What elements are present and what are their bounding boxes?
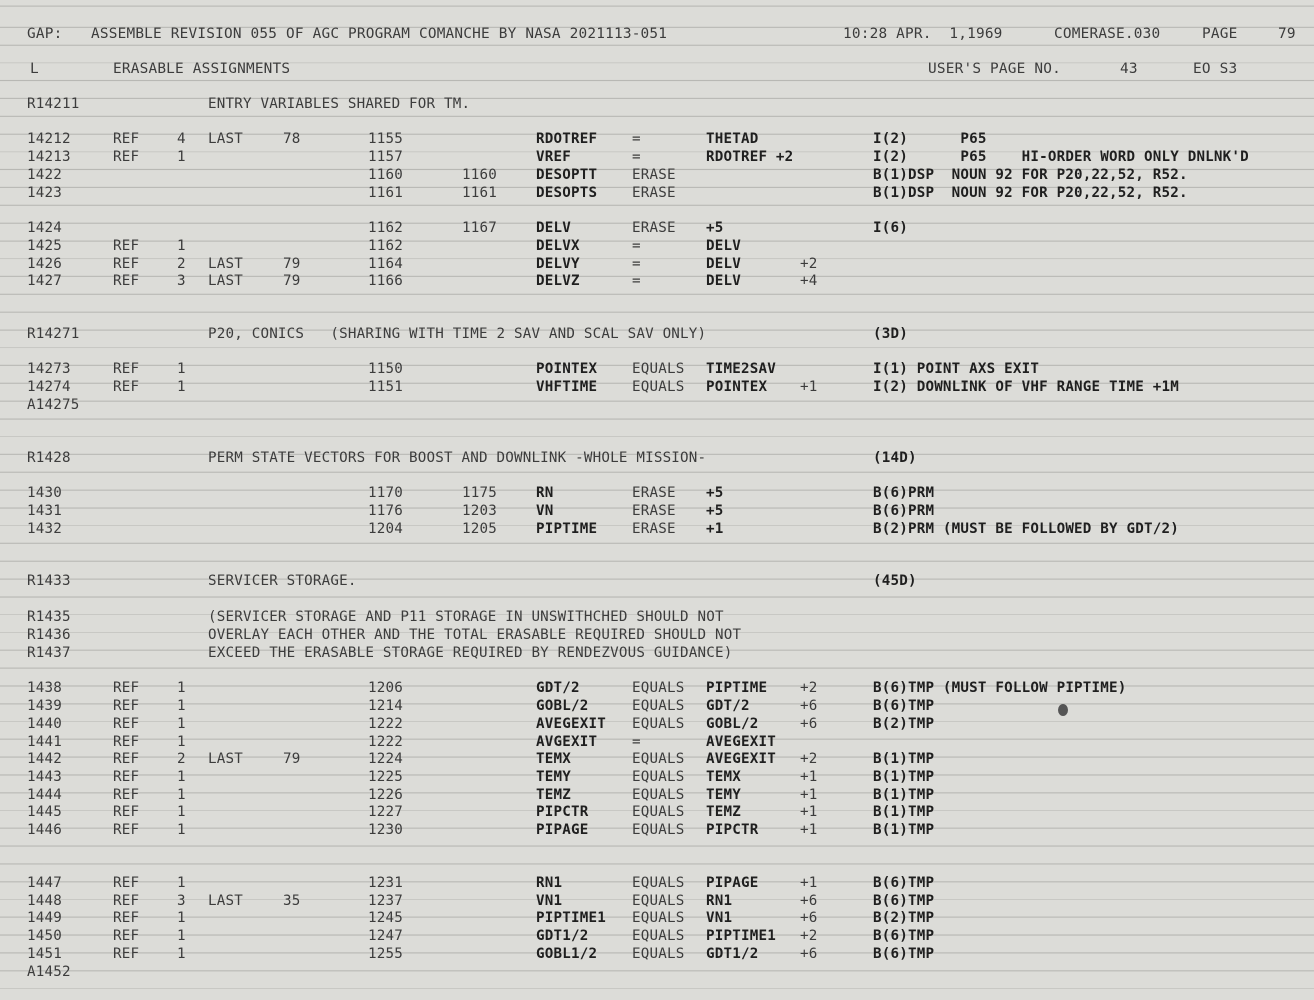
- listing-row: [0, 803, 1314, 821]
- row-line: 1423: [27, 185, 62, 201]
- line-marker: L: [30, 61, 39, 77]
- listing-row: [0, 520, 1314, 538]
- row-ref: REF: [113, 928, 140, 944]
- listing-row: [0, 148, 1314, 166]
- row-ref: REF: [113, 875, 140, 891]
- row-last: LAST: [208, 893, 243, 909]
- row-line: 1424: [27, 220, 62, 236]
- row-line: 1422: [27, 167, 62, 183]
- listing-row: [0, 572, 1314, 590]
- row-op: EQUALS: [632, 875, 685, 891]
- row-ref: REF: [113, 910, 140, 926]
- row-note: EXCEED THE ERASABLE STORAGE REQUIRED BY RENDEZVOUS GUIDANCE): [208, 645, 733, 661]
- header-line-1: [0, 25, 1314, 43]
- row-cmt: I(6): [873, 220, 908, 236]
- row-cnt: 1: [177, 946, 186, 962]
- row-note: OVERLAY EACH OTHER AND THE TOTAL ERASABLE REQUIRED SHOULD NOT: [208, 627, 742, 643]
- row-a1: 1224: [368, 751, 403, 767]
- row-a1: 1151: [368, 379, 403, 395]
- row-line: 1438: [27, 680, 62, 696]
- row-cmt: B(1)DSP NOUN 92 FOR P20,22,52, R52.: [873, 185, 1188, 201]
- row-cmt: I(2) DOWNLINK OF VHF RANGE TIME +1M: [873, 379, 1179, 395]
- row-opd: TEMX: [706, 769, 741, 785]
- row-opd: RN1: [706, 893, 733, 909]
- row-cnt: 3: [177, 273, 186, 289]
- row-line: 14213: [27, 149, 71, 165]
- row-cmt: B(1)TMP: [873, 804, 935, 820]
- row-line: 1440: [27, 716, 62, 732]
- row-line: 14273: [27, 361, 71, 377]
- row-line: 1425: [27, 238, 62, 254]
- row-sym: TEMZ: [536, 787, 571, 803]
- row-op: =: [632, 273, 641, 289]
- listing-row: [0, 184, 1314, 202]
- row-line: 1427: [27, 273, 62, 289]
- row-op: =: [632, 238, 641, 254]
- row-sym: PIPAGE: [536, 822, 589, 838]
- row-inc: +1: [800, 769, 818, 785]
- row-sym: DESOPTS: [536, 185, 598, 201]
- row-cnt: 1: [177, 910, 186, 926]
- row-sym: RDOTREF: [536, 131, 598, 147]
- row-cnt: 1: [177, 804, 186, 820]
- row-line: 1426: [27, 256, 62, 272]
- row-cnt: 1: [177, 698, 186, 714]
- row-sym: GDT1/2: [536, 928, 589, 944]
- row-opd: DELV: [706, 238, 741, 254]
- listing-row: [0, 255, 1314, 273]
- row-line: 14274: [27, 379, 71, 395]
- row-op: =: [632, 734, 641, 750]
- row-a1: 1214: [368, 698, 403, 714]
- row-a1: 1231: [368, 875, 403, 891]
- row-op: =: [632, 131, 641, 147]
- row-cnt: 1: [177, 787, 186, 803]
- row-sym: VN: [536, 503, 554, 519]
- file-name: COMERASE.030: [1054, 26, 1161, 42]
- row-opd: TEMY: [706, 787, 741, 803]
- listing-row: [0, 626, 1314, 644]
- row-a1: 1155: [368, 131, 403, 147]
- row-a1: 1157: [368, 149, 403, 165]
- row-last: LAST: [208, 256, 243, 272]
- row-inc: +6: [800, 946, 818, 962]
- row-opd: POINTEX: [706, 379, 768, 395]
- listing-row: [0, 733, 1314, 751]
- row-line: 1441: [27, 734, 62, 750]
- row-cnt: 2: [177, 256, 186, 272]
- row-op: EQUALS: [632, 680, 685, 696]
- row-a1: 1227: [368, 804, 403, 820]
- row-last: LAST: [208, 273, 243, 289]
- page-number: 79: [1278, 26, 1296, 42]
- row-sym: VREF: [536, 149, 571, 165]
- row-a1: 1222: [368, 716, 403, 732]
- listing-row: [0, 449, 1314, 467]
- row-line: R14211: [27, 96, 80, 112]
- row-cnt: 1: [177, 734, 186, 750]
- row-inc: +6: [800, 716, 818, 732]
- row-cnt: 1: [177, 238, 186, 254]
- listing-row: [0, 166, 1314, 184]
- listing-row: [0, 927, 1314, 945]
- row-cmt: B(1)TMP: [873, 751, 935, 767]
- row-line: 1450: [27, 928, 62, 944]
- row-inc: +1: [800, 804, 818, 820]
- row-cmt: I(2) P65 HI-ORDER WORD ONLY DNLNK'D: [873, 149, 1249, 165]
- row-cnt: 3: [177, 893, 186, 909]
- users-page-label: USER'S PAGE NO.: [928, 61, 1061, 77]
- row-a1: 1204: [368, 521, 403, 537]
- row-op: EQUALS: [632, 751, 685, 767]
- listing-row: [0, 378, 1314, 396]
- row-inc: +1: [800, 787, 818, 803]
- row-cmt: B(6)TMP: [873, 875, 935, 891]
- listing-row: [0, 130, 1314, 148]
- listing-row: [0, 963, 1314, 981]
- row-inc: +6: [800, 893, 818, 909]
- listing-row: [0, 750, 1314, 768]
- row-inc: +2: [800, 256, 818, 272]
- row-ref: REF: [113, 131, 140, 147]
- row-ref: REF: [113, 273, 140, 289]
- row-opd: TIME2SAV: [706, 361, 776, 377]
- row-op: ERASE: [632, 185, 676, 201]
- row-op: EQUALS: [632, 379, 685, 395]
- row-op: EQUALS: [632, 804, 685, 820]
- row-sym: PIPCTR: [536, 804, 589, 820]
- row-op: ERASE: [632, 167, 676, 183]
- page-label: PAGE: [1202, 26, 1238, 42]
- row-opd: DELV: [706, 273, 741, 289]
- row-line: 1432: [27, 521, 62, 537]
- listing-row: [0, 95, 1314, 113]
- row-a2: 1160: [462, 167, 497, 183]
- row-a2: 1203: [462, 503, 497, 519]
- row-sym: GDT/2: [536, 680, 580, 696]
- row-opd: +5: [706, 220, 724, 236]
- row-sym: POINTEX: [536, 361, 598, 377]
- row-cmt: B(1)TMP: [873, 822, 935, 838]
- row-cmt: B(1)DSP NOUN 92 FOR P20,22,52, R52.: [873, 167, 1188, 183]
- row-cnt: 1: [177, 149, 186, 165]
- listing-row: [0, 697, 1314, 715]
- row-cnt: 2: [177, 751, 186, 767]
- row-op: EQUALS: [632, 716, 685, 732]
- row-sym: GOBL1/2: [536, 946, 598, 962]
- row-a1: 1237: [368, 893, 403, 909]
- row-cmt: B(6)TMP: [873, 946, 935, 962]
- row-opd: GDT/2: [706, 698, 750, 714]
- row-inc: +1: [800, 822, 818, 838]
- row-ref: REF: [113, 822, 140, 838]
- row-a1: 1161: [368, 185, 403, 201]
- row-inc: +6: [800, 910, 818, 926]
- row-line: R1436: [27, 627, 71, 643]
- row-cmt: B(6)TMP (MUST FOLLOW PIPTIME): [873, 680, 1127, 696]
- row-opd: VN1: [706, 910, 733, 926]
- row-lnum: 79: [283, 273, 301, 289]
- row-line: 1446: [27, 822, 62, 838]
- row-opd: PIPTIME1: [706, 928, 776, 944]
- listing-row: [0, 502, 1314, 520]
- row-cnt: 1: [177, 875, 186, 891]
- row-line: 1444: [27, 787, 62, 803]
- row-a2: 1175: [462, 485, 497, 501]
- listing-row: [0, 892, 1314, 910]
- row-cnt: 1: [177, 361, 186, 377]
- row-sym: DELVX: [536, 238, 580, 254]
- row-op: EQUALS: [632, 928, 685, 944]
- row-cmt: I(1) POINT AXS EXIT: [873, 361, 1040, 377]
- row-opd: PIPCTR: [706, 822, 759, 838]
- row-inc: +2: [800, 928, 818, 944]
- row-ref: REF: [113, 698, 140, 714]
- row-opd: THETAD: [706, 131, 759, 147]
- listing-row: [0, 325, 1314, 343]
- row-op: EQUALS: [632, 361, 685, 377]
- row-cmt: B(6)TMP: [873, 698, 935, 714]
- row-cmt: B(6)PRM: [873, 485, 935, 501]
- listing-row: [0, 715, 1314, 733]
- row-sym: DELVZ: [536, 273, 580, 289]
- row-a1: 1162: [368, 220, 403, 236]
- row-line: 1431: [27, 503, 62, 519]
- row-note: P20, CONICS (SHARING WITH TIME 2 SAV AND SCAL SAV ONLY): [208, 326, 707, 342]
- row-inc: +4: [800, 273, 818, 289]
- row-note: SERVICER STORAGE.: [208, 573, 357, 589]
- row-ref: REF: [113, 804, 140, 820]
- row-sym: DELV: [536, 220, 571, 236]
- listing-row: [0, 874, 1314, 892]
- row-cmt: B(2)TMP: [873, 716, 935, 732]
- row-inc: +2: [800, 680, 818, 696]
- row-lnum: 79: [283, 256, 301, 272]
- row-sym: AVGEXIT: [536, 734, 598, 750]
- row-op: EQUALS: [632, 787, 685, 803]
- row-ref: REF: [113, 238, 140, 254]
- row-note: (SERVICER STORAGE AND P11 STORAGE IN UNSWITHCHED SHOULD NOT: [208, 609, 724, 625]
- row-op: EQUALS: [632, 946, 685, 962]
- row-line: 1442: [27, 751, 62, 767]
- row-cmt: B(2)PRM (MUST BE FOLLOWED BY GDT/2): [873, 521, 1179, 537]
- header-line-2: [0, 60, 1314, 78]
- row-cmt: B(1)TMP: [873, 769, 935, 785]
- row-a1: 1164: [368, 256, 403, 272]
- row-op: =: [632, 256, 641, 272]
- listing-row: [0, 484, 1314, 502]
- row-sym: AVEGEXIT: [536, 716, 606, 732]
- listing-row: [0, 608, 1314, 626]
- assembly-title: ASSEMBLE REVISION 055 OF AGC PROGRAM COMANCHE BY NASA 2021113-051: [91, 26, 668, 42]
- row-sym: RN1: [536, 875, 563, 891]
- row-line: R14271: [27, 326, 80, 342]
- row-cnt: 1: [177, 379, 186, 395]
- row-opd: AVEGEXIT: [706, 751, 776, 767]
- row-a1: 1255: [368, 946, 403, 962]
- row-a1: 1226: [368, 787, 403, 803]
- row-sym: PIPTIME1: [536, 910, 606, 926]
- listing-row: [0, 821, 1314, 839]
- row-line: 1448: [27, 893, 62, 909]
- row-sym: VHFTIME: [536, 379, 598, 395]
- row-a1: 1162: [368, 238, 403, 254]
- row-line: 1449: [27, 910, 62, 926]
- listing-row: [0, 768, 1314, 786]
- row-ref: REF: [113, 751, 140, 767]
- row-op: EQUALS: [632, 822, 685, 838]
- row-op: =: [632, 149, 641, 165]
- row-inc: +1: [800, 875, 818, 891]
- row-opd: PIPTIME: [706, 680, 768, 696]
- row-last: LAST: [208, 131, 243, 147]
- row-line: 1451: [27, 946, 62, 962]
- row-cnt: 4: [177, 131, 186, 147]
- row-line: R1437: [27, 645, 71, 661]
- row-a1: 1245: [368, 910, 403, 926]
- row-opd: +5: [706, 485, 724, 501]
- row-opd: GOBL/2: [706, 716, 759, 732]
- row-note: ENTRY VARIABLES SHARED FOR TM.: [208, 96, 471, 112]
- row-op: ERASE: [632, 485, 676, 501]
- row-a1: 1225: [368, 769, 403, 785]
- row-opd: DELV: [706, 256, 741, 272]
- row-op: EQUALS: [632, 698, 685, 714]
- ink-blot: [1058, 704, 1068, 716]
- row-ref: REF: [113, 769, 140, 785]
- listing-row: [0, 644, 1314, 662]
- row-cnt: 1: [177, 928, 186, 944]
- row-a1: 1150: [368, 361, 403, 377]
- row-line: A14275: [27, 397, 80, 413]
- row-opd: TEMZ: [706, 804, 741, 820]
- row-op: EQUALS: [632, 910, 685, 926]
- listing-row: [0, 945, 1314, 963]
- row-cmt: (3D): [873, 326, 908, 342]
- row-sym: VN1: [536, 893, 563, 909]
- row-op: ERASE: [632, 521, 676, 537]
- listing-row: [0, 909, 1314, 927]
- row-a2: 1205: [462, 521, 497, 537]
- row-opd: PIPAGE: [706, 875, 759, 891]
- row-ref: REF: [113, 893, 140, 909]
- row-ref: REF: [113, 946, 140, 962]
- row-line: R1433: [27, 573, 71, 589]
- listing-row: [0, 272, 1314, 290]
- row-ref: REF: [113, 256, 140, 272]
- listing-row: [0, 679, 1314, 697]
- row-cmt: I(2) P65: [873, 131, 987, 147]
- listing-row: [0, 786, 1314, 804]
- row-sym: DESOPTT: [536, 167, 598, 183]
- row-a1: 1247: [368, 928, 403, 944]
- row-inc: +1: [800, 379, 818, 395]
- row-a1: 1222: [368, 734, 403, 750]
- row-op: EQUALS: [632, 769, 685, 785]
- row-ref: REF: [113, 734, 140, 750]
- row-sym: RN: [536, 485, 554, 501]
- row-lnum: 79: [283, 751, 301, 767]
- row-opd: +5: [706, 503, 724, 519]
- row-cmt: (14D): [873, 450, 917, 466]
- row-opd: AVEGEXIT: [706, 734, 776, 750]
- row-cnt: 1: [177, 822, 186, 838]
- row-a1: 1206: [368, 680, 403, 696]
- row-opd: +1: [706, 521, 724, 537]
- row-ref: REF: [113, 149, 140, 165]
- listing-row: [0, 360, 1314, 378]
- row-cmt: B(6)TMP: [873, 893, 935, 909]
- row-op: ERASE: [632, 503, 676, 519]
- row-ref: REF: [113, 379, 140, 395]
- row-cmt: B(6)TMP: [873, 928, 935, 944]
- row-cnt: 1: [177, 680, 186, 696]
- row-cmt: (45D): [873, 573, 917, 589]
- row-ref: REF: [113, 361, 140, 377]
- row-lnum: 35: [283, 893, 301, 909]
- row-line: 14212: [27, 131, 71, 147]
- row-inc: +2: [800, 751, 818, 767]
- row-line: 1439: [27, 698, 62, 714]
- row-ref: REF: [113, 716, 140, 732]
- row-line: 1445: [27, 804, 62, 820]
- row-op: EQUALS: [632, 893, 685, 909]
- timestamp: 10:28 APR. 1,1969: [843, 26, 1003, 42]
- row-a1: 1160: [368, 167, 403, 183]
- row-sym: TEMX: [536, 751, 571, 767]
- users-page-number: 43: [1120, 61, 1138, 77]
- row-inc: +6: [800, 698, 818, 714]
- row-line: 1443: [27, 769, 62, 785]
- row-a1: 1176: [368, 503, 403, 519]
- row-a1: 1170: [368, 485, 403, 501]
- row-last: LAST: [208, 751, 243, 767]
- row-cmt: B(6)PRM: [873, 503, 935, 519]
- row-cmt: B(1)TMP: [873, 787, 935, 803]
- row-lnum: 78: [283, 131, 301, 147]
- eo-label: EO S3: [1193, 61, 1238, 77]
- row-sym: GOBL/2: [536, 698, 589, 714]
- row-opd: RDOTREF +2: [706, 149, 794, 165]
- row-sym: PIPTIME: [536, 521, 598, 537]
- section-title: ERASABLE ASSIGNMENTS: [113, 61, 291, 77]
- row-cnt: 1: [177, 769, 186, 785]
- listing-row: [0, 219, 1314, 237]
- row-cmt: B(2)TMP: [873, 910, 935, 926]
- row-a1: 1230: [368, 822, 403, 838]
- row-note: PERM STATE VECTORS FOR BOOST AND DOWNLINK -WHOLE MISSION-: [208, 450, 707, 466]
- row-sym: TEMY: [536, 769, 571, 785]
- row-a2: 1161: [462, 185, 497, 201]
- row-ref: REF: [113, 787, 140, 803]
- row-op: ERASE: [632, 220, 676, 236]
- row-cnt: 1: [177, 716, 186, 732]
- row-ref: REF: [113, 680, 140, 696]
- listing-row: [0, 237, 1314, 255]
- row-line: R1428: [27, 450, 71, 466]
- row-line: R1435: [27, 609, 71, 625]
- listing-row: [0, 396, 1314, 414]
- gap-label: GAP:: [27, 26, 63, 42]
- row-a1: 1166: [368, 273, 403, 289]
- row-line: 1447: [27, 875, 62, 891]
- row-opd: GDT1/2: [706, 946, 759, 962]
- row-line: 1430: [27, 485, 62, 501]
- row-sym: DELVY: [536, 256, 580, 272]
- row-line: A1452: [27, 964, 71, 980]
- row-a2: 1167: [462, 220, 497, 236]
